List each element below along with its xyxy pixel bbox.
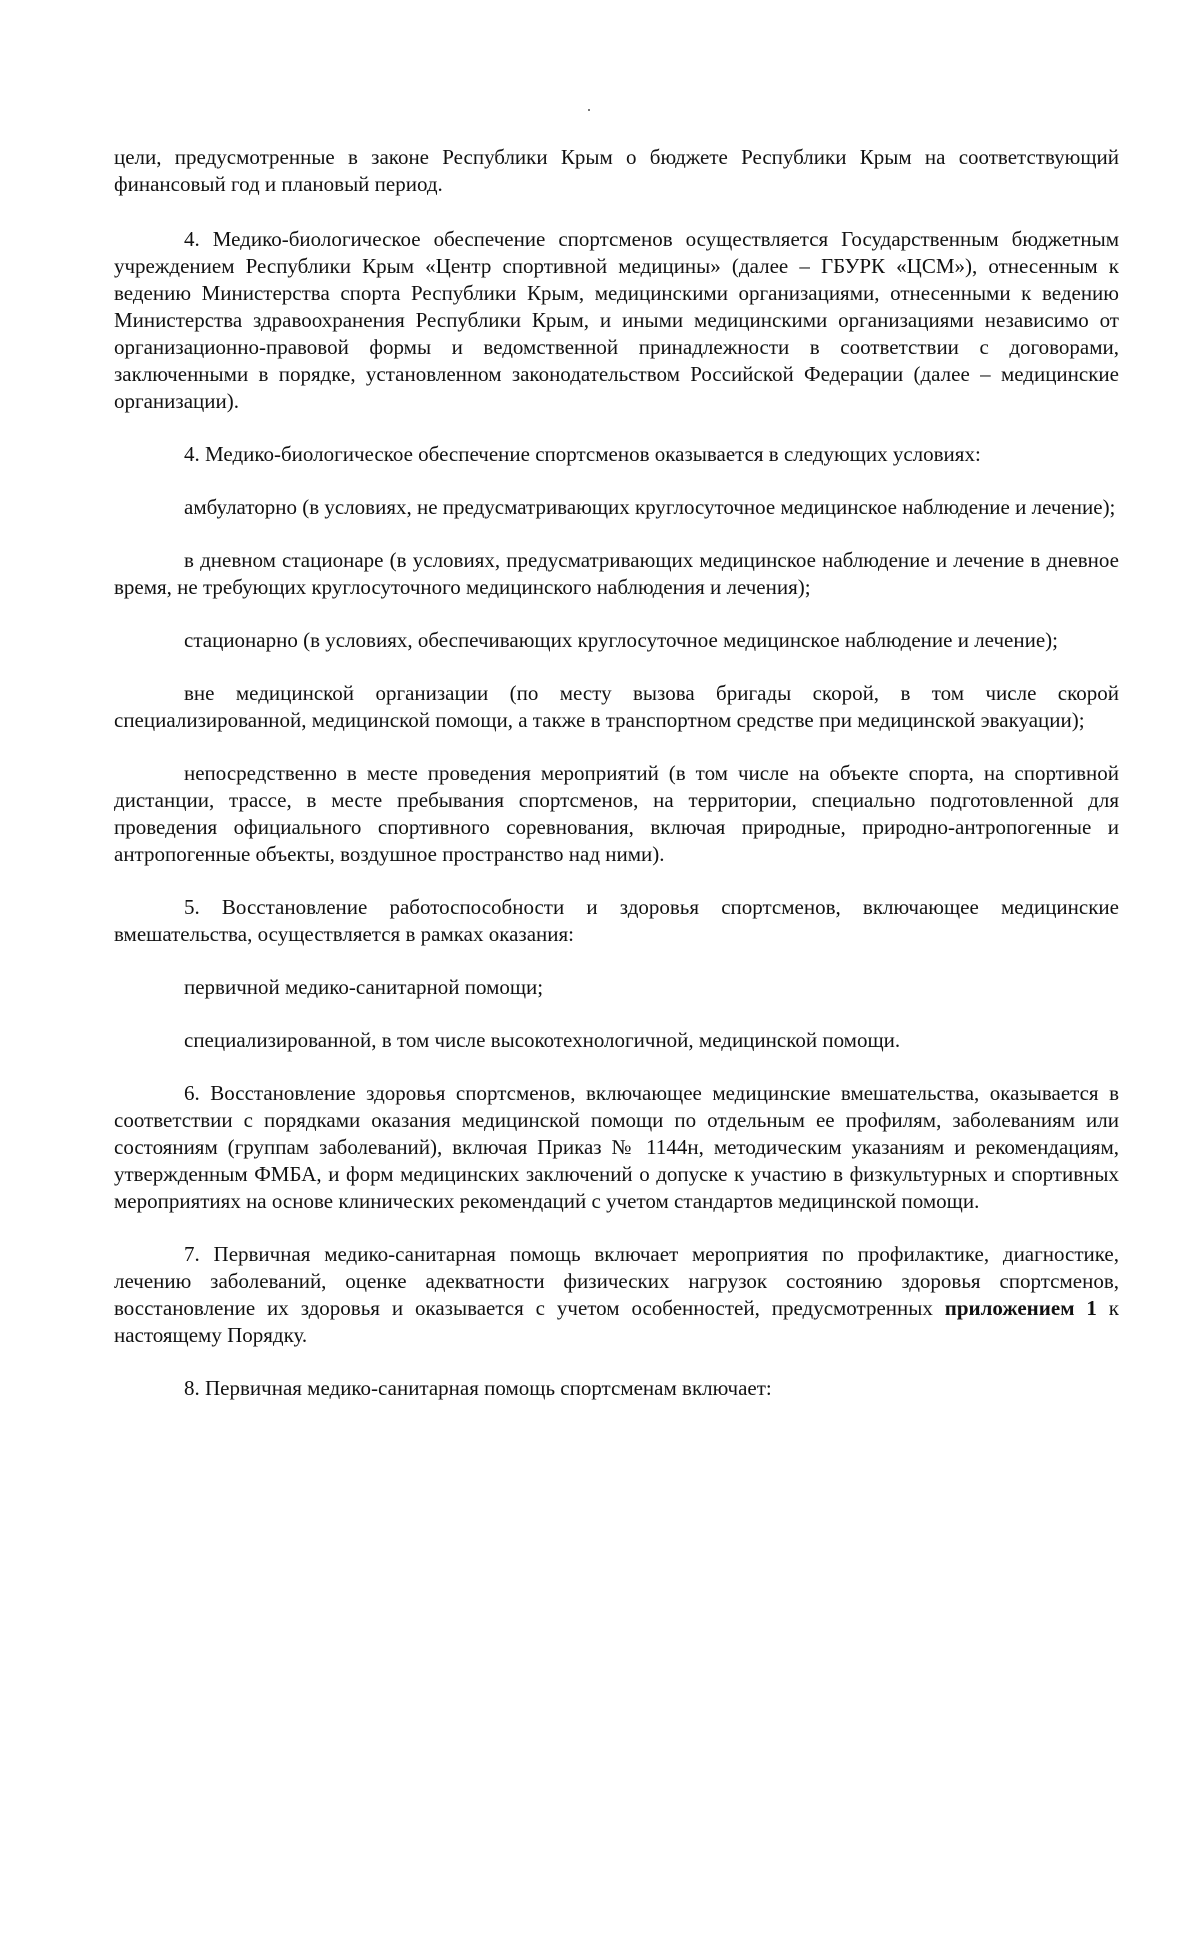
condition-outpatient: амбулаторно (в условиях, не предусматривающих круглосуточное медицинское наблюдение и лечение);	[184, 495, 1116, 519]
paragraph-8-primary-care-includes: 8. Первичная медико-санитарная помощь спортсменам включает:	[184, 1376, 772, 1400]
paragraph-7-primary-care	[114, 1241, 1119, 1349]
paragraph-7-text-after: к настоящему Порядку.	[114, 1296, 1120, 1347]
paragraph-4-conditions-intro: 4. Медико-биологическое обеспечение спортсменов оказывается в следующих условиях:	[184, 442, 981, 466]
condition-event-site: непосредственно в месте проведения мероприятий (в том числе на объекте спорта, на спортивной дистанции, трассе, в месте пребывания спортсменов, на территории, специально подготовленной для проведения официального спортивного соревнования, включая природные, природно-антропогенные и антропогенные объекты, воздушное пространство над ними).	[114, 761, 1119, 866]
paragraph-6-health-recovery: 6. Восстановление здоровья спортсменов, включающее медицинские вмешательства, оказывается в соответствии с порядками оказания медицинской помощи по отдельным ее профилям, заболеваниям или состояниям (группам заболеваний), включая Приказ № 1144н, методическим указаниям и рекомендациям, утвержденным ФМБА, и форм медицинских заключений о допуске к участию в физкультурных и спортивных мероприятиях на основе клинических рекомендаций с учетом стандартов медицинской помощи.	[114, 1081, 1119, 1213]
recovery-specialized-care: специализированной, в том числе высокотехнологичной, медицинской помощи.	[184, 1028, 901, 1052]
paragraph-5-recovery: 5. Восстановление работоспособности и здоровья спортсменов, включающее медицинские вмешательства, осуществляется в рамках оказания:	[114, 895, 1119, 946]
document-body	[114, 144, 1119, 1428]
scan-speck	[588, 109, 590, 111]
condition-outside-organization: вне медицинской организации (по месту вызова бригады скорой, в том числе скорой специализированной, медицинской помощи, а также в транспортном средстве при медицинской эвакуации);	[114, 681, 1119, 732]
paragraph-4-provision: 4. Медико-биологическое обеспечение спортсменов осуществляется Государственным бюджетным учреждением Республики Крым «Центр спортивной медицины» (далее – ГБУРК «ЦСМ»), отнесенным к ведению Министерства спорта Республики Крым, медицинскими организациями, отнесенными к ведению Министерства здравоохранения Республики Крым, и иными медицинскими организациями независимо от организационно-правовой формы и ведомственной принадлежности в соответствии с договорами, заключенными в порядке, установленном законодательством Российской Федерации (далее – медицинские организации).	[114, 227, 1119, 413]
condition-inpatient: стационарно (в условиях, обеспечивающих круглосуточное медицинское наблюдение и лечение);	[184, 628, 1058, 652]
paragraph-7-text-before: 7. Первичная медико-санитарная помощь включает мероприятия по профилактике, диагностике, лечению заболеваний, оценке адекватности физических нагрузок состоянию здоровья спортсменов, восстановление их здоровья и оказывается с учетом особенностей, предусмотренных	[114, 1242, 1119, 1320]
appendix-1-reference: приложением 1	[944, 1296, 1097, 1320]
condition-day-hospital: в дневном стационаре (в условиях, предусматривающих медицинское наблюдение и лечение в дневное время, не требующих круглосуточного медицинского наблюдения и лечения);	[114, 548, 1119, 599]
recovery-primary-care: первичной медико-санитарной помощи;	[184, 975, 544, 999]
paragraph-continuation: цели, предусмотренные в законе Республики Крым о бюджете Республики Крым на соответствующий финансовый год и плановый период.	[114, 145, 1119, 196]
